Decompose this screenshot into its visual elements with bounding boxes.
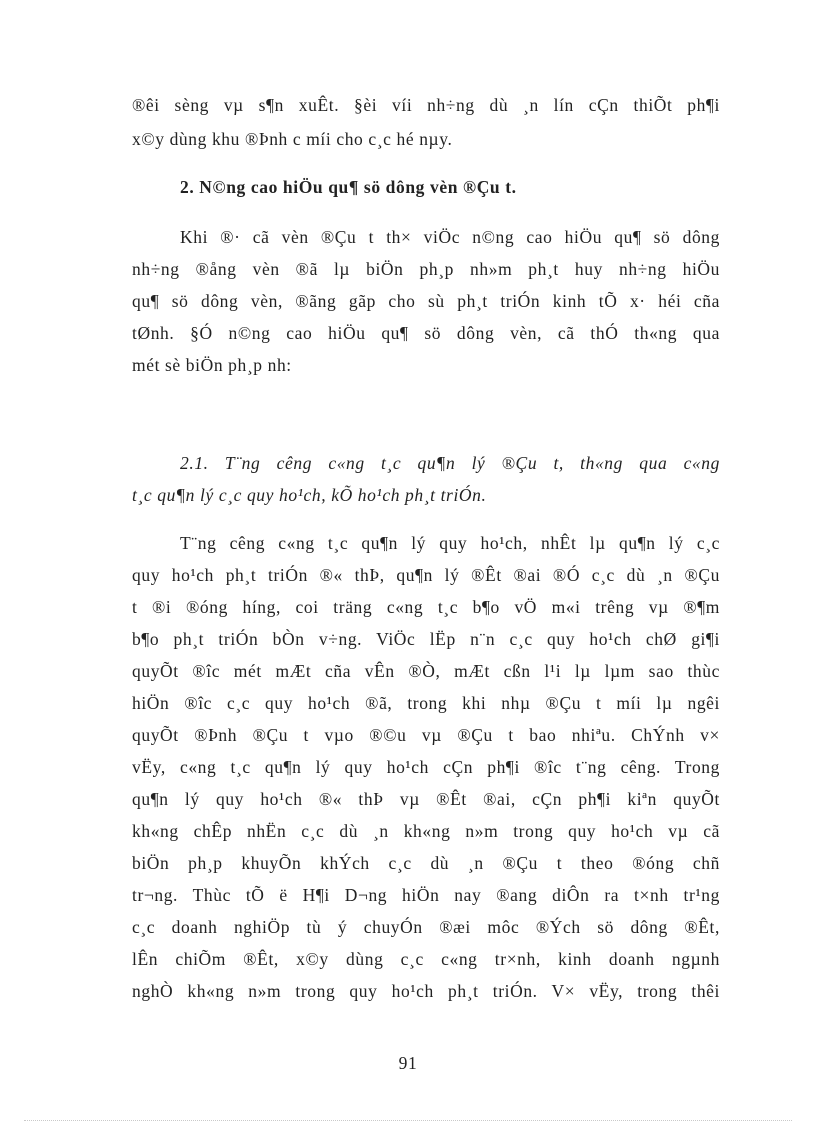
paragraph-line: tØnh. §Ó n©ng cao hiÖu qu¶ sö dông vèn, cã thÓ th«ng qua	[132, 323, 720, 343]
paragraph-line: Khi ®· cã vèn ®Çu t th× viÖc n©ng cao hiÖu qu¶ sö dông	[180, 227, 720, 247]
paragraph-line: vËy, c«ng t¸c qu¶n lý quy ho¹ch cÇn ph¶i ®îc t¨ng cêng. Trong	[132, 757, 720, 777]
paragraph-line: qu¶ sö dông vèn, ®ãng gãp cho sù ph¸t triÓn kinh tÕ x· héi cña	[132, 291, 720, 311]
page-edge-divider	[24, 1120, 792, 1121]
paragraph-line: hiÖn ®îc c¸c quy ho¹ch ®ã, trong khi nhµ ®Çu t míi lµ ngêi	[132, 693, 720, 713]
paragraph-line: biÖn ph¸p khuyÕn khÝch c¸c dù ¸n ®Çu t theo ®óng chñ	[132, 853, 720, 873]
paragraph-line: nghÒ kh«ng n»m trong quy ho¹ch ph¸t triÓn. V× vËy, trong thêi	[132, 981, 720, 1001]
paragraph-line: quy ho¹ch ph¸t triÓn ®« thÞ, qu¶n lý ®Êt ®ai ®Ó c¸c dù ¸n ®Çu	[132, 565, 720, 585]
section-heading: 2. N©ng cao hiÖu qu¶ sö dông vèn ®Çu t.	[180, 177, 517, 197]
paragraph-line: c¸c doanh nghiÖp tù ý chuyÓn ®æi môc ®Ých sö dông ®Êt,	[132, 917, 720, 937]
paragraph-line: qu¶n lý quy ho¹ch ®« thÞ vµ ®Êt ®ai, cÇn ph¶i kiªn quyÕt	[132, 789, 720, 809]
paragraph-line: T¨ng cêng c«ng t¸c qu¶n lý quy ho¹ch, nhÊt lµ qu¶n lý c¸c	[180, 533, 720, 553]
page-number: 91	[398, 1053, 418, 1073]
paragraph-line: mét sè biÖn ph¸p nh:	[132, 355, 292, 375]
paragraph-line: b¶o ph¸t triÓn bÒn v÷ng. ViÖc lËp n¨n c¸c quy ho¹ch chØ gi¶i	[132, 629, 720, 649]
paragraph-line: kh«ng chÊp nhËn c¸c dù ¸n kh«ng n»m trong quy ho¹ch vµ cã	[132, 821, 720, 841]
subsection-heading: 2.1. T¨ng cêng c«ng t¸c qu¶n lý ®Çu t, th«ng qua c«ng	[180, 453, 720, 473]
paragraph-line: nh÷ng ®ång vèn ®ã lµ biÖn ph¸p nh»m ph¸t huy nh÷ng hiÖu	[132, 259, 720, 279]
subsection-heading: t¸c qu¶n lý c¸c quy ho¹ch, kÕ ho¹ch ph¸t triÓn.	[132, 485, 487, 505]
paragraph-line: x©y dùng khu ®Þnh c míi cho c¸c hé nµy.	[132, 129, 453, 149]
paragraph-line: quyÕt ®Þnh ®Çu t vµo ®©u vµ ®Çu t bao nhiªu. ChÝnh v×	[132, 725, 720, 745]
paragraph-line: tr¬ng. Thùc tÕ ë H¶i D¬ng hiÖn nay ®ang diÔn ra t×nh tr¹ng	[132, 885, 720, 905]
paragraph-line: t ®i ®óng híng, coi träng c«ng t¸c b¶o vÖ m«i trêng vµ ®¶m	[132, 597, 720, 617]
paragraph-line: lÊn chiÕm ®Êt, x©y dùng c¸c c«ng tr×nh, kinh doanh ngµnh	[132, 949, 720, 969]
paragraph-line: quyÕt ®îc mét mÆt cña vÊn ®Ò, mÆt cßn l¹i lµ lµm sao thùc	[132, 661, 720, 681]
paragraph-line: ®êi sèng vµ s¶n xuÊt. §èi víi nh÷ng dù ¸n lín cÇn thiÕt ph¶i	[132, 95, 720, 115]
